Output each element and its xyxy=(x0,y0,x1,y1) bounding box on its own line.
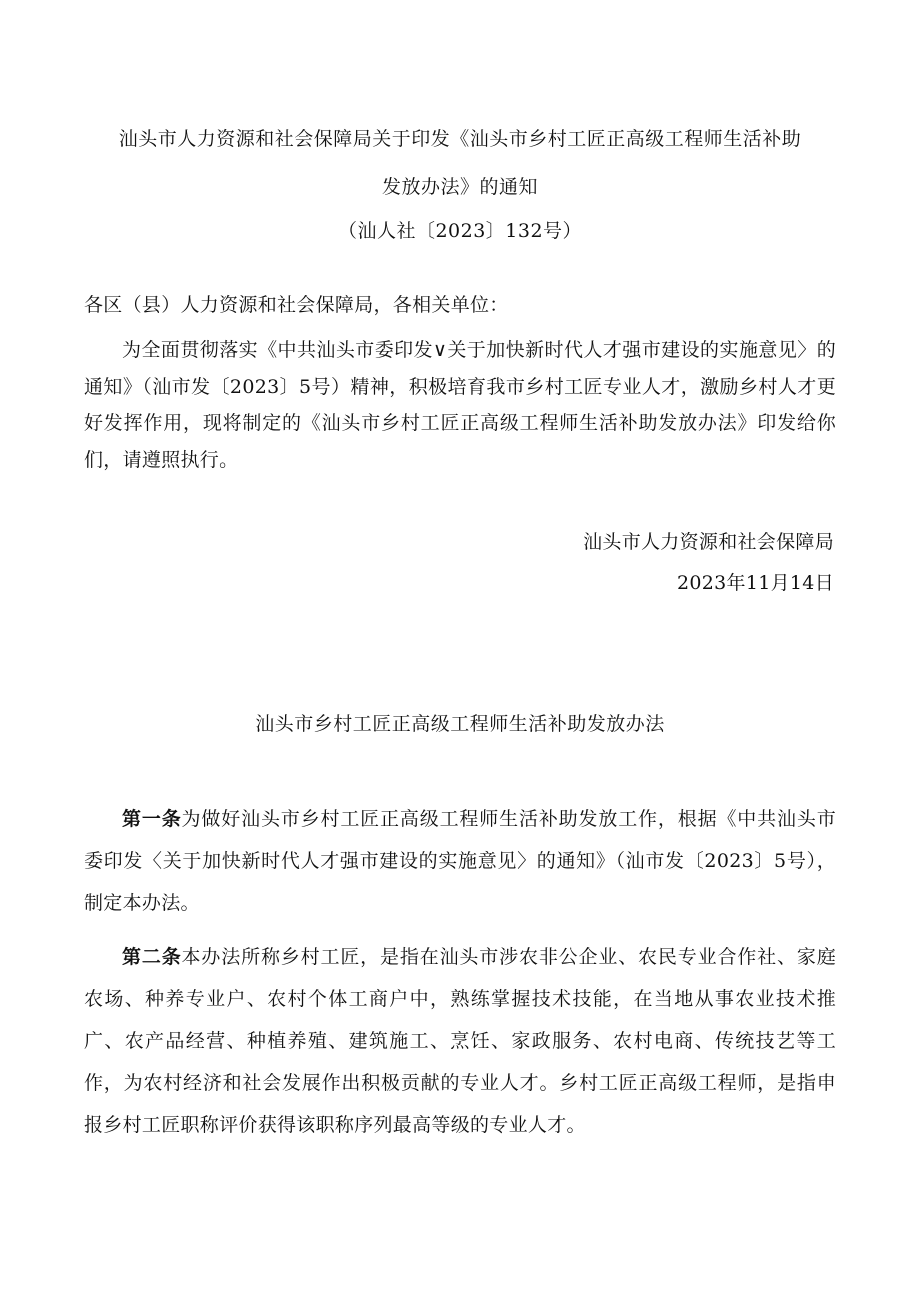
signature-date: 2023年11月14日 xyxy=(676,572,834,594)
notice-body: 为全面贯彻落实《中共汕头市委印发∨关于加快新时代人才强市建设的实施意见〉的通知》（汕市发〔2023〕5号）精神，积极培育我市乡村工匠专业人才，激励乡村人才更好发挥作用，现将制定的《汕头市乡村工匠正高级工程师生活补助发放办法》印发给你们，请遵照执行。 xyxy=(84,339,836,471)
article-1-label: 第一条 xyxy=(122,808,182,830)
measures-title: 汕头市乡村工匠正高级工程师生活补助发放办法 xyxy=(255,713,665,735)
article-2-text: 本办法所称乡村工匠，是指在汕头市涉农非公企业、农民专业合作社、家庭农场、种养专业户、农村个体工商户中，熟练掌握技术技能，在当地从事农业技术推广、农产品经营、种植养殖、建筑施工、烹饪、家政服务、农村电商、传统技艺等工作，为农村经济和社会发展作出积极贡献的专业人才。乡村工匠正高级工程师，是指申报乡村工匠职称评价获得该职称序列最高等级的专业人才。 xyxy=(84,946,836,1136)
article-2 xyxy=(84,936,836,1146)
document-number: （汕人社〔2023〕132号） xyxy=(337,220,583,242)
article-2-label: 第二条 xyxy=(122,946,182,968)
notice-title-line1: 汕头市人力资源和社会保障局关于印发《汕头市乡村工匠正高级工程师生活补助 xyxy=(118,128,802,150)
notice-title-line2: 发放办法》的通知 xyxy=(381,176,538,198)
signature-organization: 汕头市人力资源和社会保障局 xyxy=(583,531,834,553)
article-1 xyxy=(84,798,836,924)
article-1-text: 为做好汕头市乡村工匠正高级工程师生活补助发放工作，根据《中共汕头市委印发〈关于加快新时代人才强市建设的实施意见〉的通知》（汕市发〔2023〕5号），制定本办法。 xyxy=(84,808,836,914)
salutation: 各区（县）人力资源和社会保障局，各相关单位： xyxy=(84,294,509,316)
